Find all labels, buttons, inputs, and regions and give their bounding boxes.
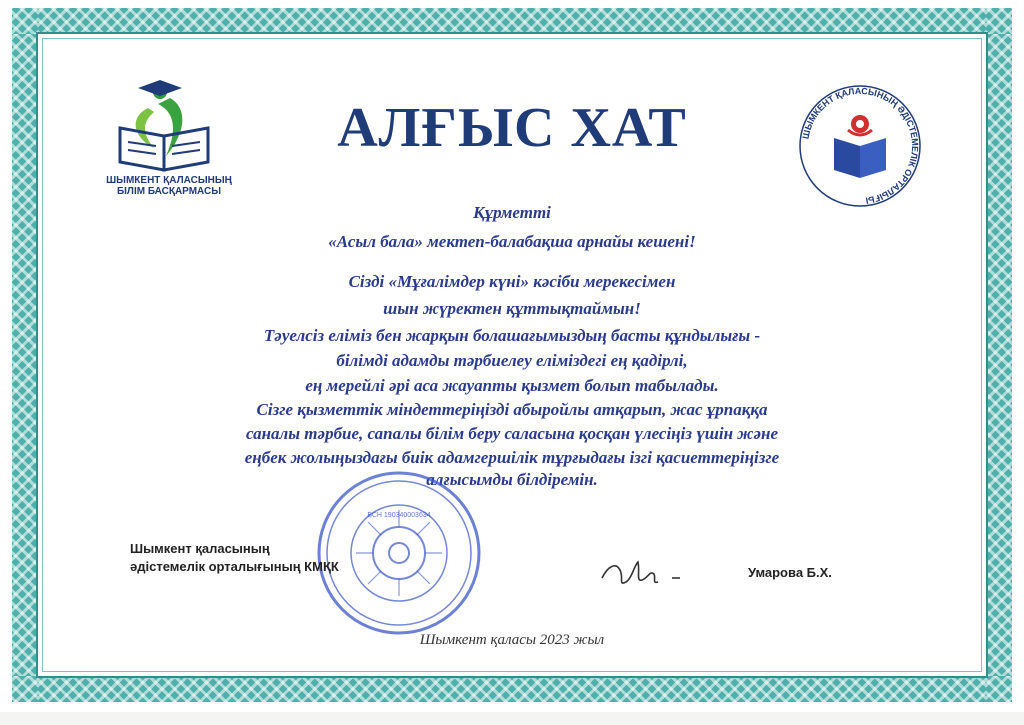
body-line: саналы тәрбие, сапалы білім беру саласына қосқан үлесіңіз үшін және xyxy=(245,424,778,443)
greeting: Құрметті xyxy=(473,203,551,222)
handwritten-signature xyxy=(598,548,698,598)
footer-place-year: Шымкент қаласы 2023 жыл xyxy=(419,632,605,648)
certificate-title: АЛҒЫС ХАТ xyxy=(337,97,687,159)
recipient: «Асыл бала» мектеп-балабақша арнайы кешені! xyxy=(328,232,696,251)
stamp-id: БСН 190340003634 xyxy=(367,512,431,519)
left-logo-caption-line1: ШЫМКЕНТ ҚАЛАСЫНЫҢ xyxy=(106,175,232,186)
body-line: еңбек жолыңыздағы биік адамгершілік тұрғыдағы ізгі қасиеттеріңізге xyxy=(244,448,780,467)
body-line: алғысымды білдіремін. xyxy=(426,470,598,489)
signatory-org-line2: әдістемелік орталығының КМҚК xyxy=(130,559,339,574)
body-line: ең мерейлі әрі аса жауапты қызмет болып табылады. xyxy=(305,376,719,395)
body-line: Тәуелсіз еліміз бен жарқын болашағымыздың басты құндылығы - xyxy=(263,326,761,345)
left-logo-caption xyxy=(94,175,244,197)
methodical-center-logo xyxy=(796,82,924,210)
body-line: Сізді «Мұғалімдер күні» кәсіби мерекесімен xyxy=(348,272,676,291)
body-line: шын жүректен құттықтаймын! xyxy=(383,299,641,318)
right-logo-ring-text: ШЫМКЕНТ ҚАЛАСЫНЫҢ ӘДІСТЕМЕЛІК ОРТАЛЫҒЫ xyxy=(800,85,921,206)
body-line: білімді адамды тәрбиелеу еліміздегі ең қадірлі, xyxy=(336,351,688,370)
left-logo-caption-line2: БІЛІМ БАСҚАРМАСЫ xyxy=(116,186,222,197)
body-line: Сізге қызметтік міндеттеріңізді абыройлы атқарып, жас ұрпаққа xyxy=(256,400,768,419)
signatory-org-line1: Шымкент қаласының xyxy=(130,541,270,556)
official-stamp xyxy=(316,470,482,636)
signatory-name: Умарова Б.Х. xyxy=(748,565,832,580)
signatory-organization xyxy=(130,540,339,576)
